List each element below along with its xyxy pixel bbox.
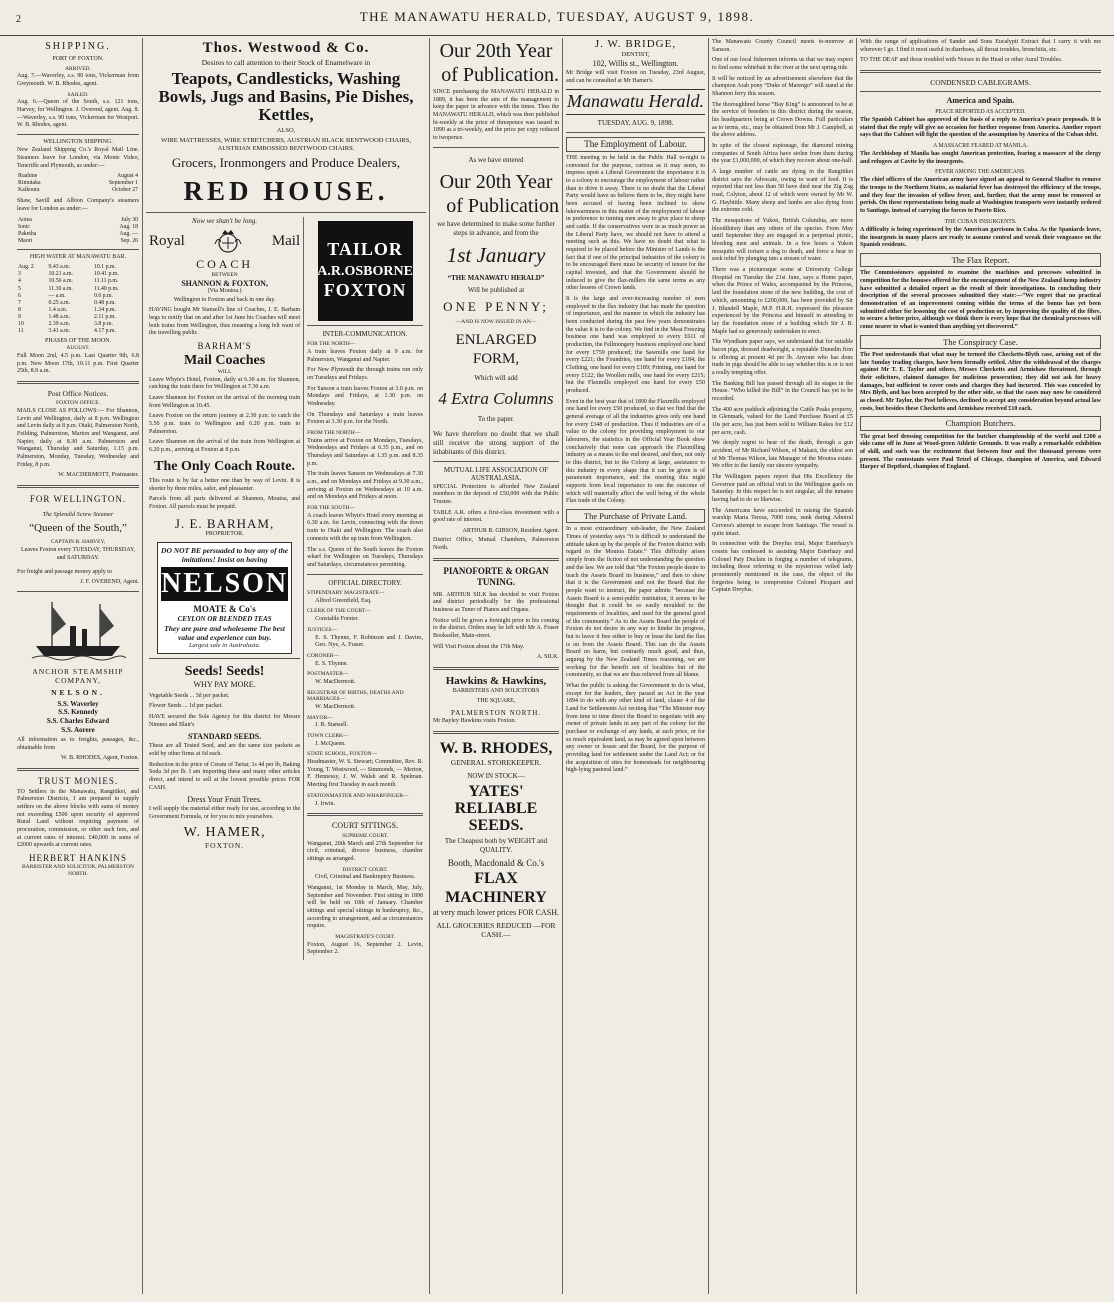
supreme-text: Wanganui, 20th March and 27th September for civil, criminal, divorce business, chamber sittings as arranged. [307, 840, 423, 862]
column-local-news [708, 38, 856, 1294]
why-pay-more: WHY PAY MORE. [193, 679, 256, 689]
westwood-also: ALSO, [276, 126, 296, 134]
high-water-table [17, 264, 139, 335]
coach-body: HAVING bought Mr Stansell's line of Coaches, J. E. Barham begs to notify that on and after 1st June his Coaches will meet both trains from Wellington, thus meaning a long felt want of the travelling public. [149, 307, 301, 337]
barhams: BARHAM'S [197, 341, 252, 352]
official-directory-heading: OFFICIAL DIRECTORY. [328, 578, 402, 587]
page-number: 2 [16, 14, 21, 25]
coach-between: BETWEEN [211, 271, 238, 278]
news-item: The Wyndham paper says, we understand that for suitable bacon pigs, dressed deadweight, a reputable Dunedin firm is offering at present 4d per lb. Anyone who has done trade in pigs should be able to say whether this is or is not a really tempting offer. [712, 339, 853, 376]
coach-sched: Leave Foxton on the return journey at 2.30 p.m. to catch the 5.50 p.m. train to Wellington and 6.20 p.m. train to Palmerston. [149, 413, 301, 435]
news-item: The Banking Bill has passed through all its stages in the House. “Who killed the Bill” in the Council has yet to be recorded. [712, 380, 853, 402]
coach-word: COACH [196, 257, 254, 272]
trust-sub: BARRISTER AND SOLICITOR, PALMERSTON NORTH. [21, 864, 135, 877]
table-row: 3 10.21 a.m. 10.41 p.m. [18, 271, 119, 278]
wellington-shipping-heading: WELLINGTON SHIPPING. [43, 138, 113, 145]
anchor-port: NELSON. [51, 687, 105, 697]
seeds-heading: Seeds! Seeds! [184, 663, 265, 679]
groceries-reduced: ALL GROCERIES REDUCED —FOR CASH.— [436, 921, 556, 940]
purchase-heading: The Purchase of Private Land. [566, 509, 705, 523]
hamer-name: W. HAMER, [183, 825, 266, 841]
osb-line: TAILOR [327, 239, 403, 260]
post-office-text: MAILS CLOSE AS FOLLOWS:— For Shannon, Levin and Wellington, daily at 8 p.m. Wellington and Levin daily at 8 p.m. Otaki, Palmerston North, Feilding, Palmerston, Marton and Wanganui, and Napier, daily at 8.30 a.m. Palmerston and Wanganui, Thursday and Saturday, 1.15 p.m. Palmerston, Monday, Tuesday, Wednesday and Friday, 8 p.m. [17, 407, 139, 468]
hamer-loc: FOXTON. [204, 841, 245, 851]
bridge-dentist: DENTIST, [621, 51, 650, 59]
column-advertisements [142, 38, 429, 1294]
osb-line: FOXTON [323, 280, 407, 301]
publication-body-2: we have determined to make some further steps in advance, and from the [437, 220, 555, 238]
arrived-text: Aug. 7.—Waverley, s.s. 90 tons, Vickerman from Greymouth. W. B. Rhodes, agent. [17, 73, 139, 87]
osborne-tailor-ad [318, 221, 413, 321]
post-office-heading: Post Office Notices. [47, 389, 109, 399]
table-row: Paketha Aug. — [18, 230, 138, 237]
nelson-mid: They are pure and wholesome The best value and experience can buy. [164, 623, 285, 642]
ws-table [17, 173, 139, 194]
news-item: The thoroughbred horse “Bay King” is announced to be at the service of breeders in this district during the season, his headquarters being at Crown Downs. Full particulars as to terms, etc., may be obtained from Mr J. Campbell, at the above address. [712, 101, 853, 139]
seeds-text: HAVE secured the Sole Agency for this district for Messrs Nimmo and Blair's [149, 714, 301, 728]
table-row: Rimutaka September 1 [18, 180, 138, 187]
moon-text: Full Moon 2nd, 4.5 p.m. Last Quarter 9th, 6.8 p.m. New Moon 17th, 10.11 p.m. First Quarter 25th, 8.9 a.m. [17, 353, 139, 375]
from-north-2: The train leaves Sanson on Wednesdays at 7.30 a.m., and on Mondays and Fridays at 9.30 a.m., arriving at Foxton on Wednesdays at 10 a.m. and on Mondays and Fridays at noon. [307, 471, 423, 501]
royal-crest-icon [213, 228, 243, 254]
nelson-top: DO NOT BE persuaded to buy any of the imitations! Insist on having [161, 545, 289, 564]
dir-label: POSTMASTER— [307, 671, 349, 678]
barham-proprietor: PROPRIETOR. [205, 531, 244, 538]
dir-value: Alfred Greenfield, Esq. [315, 597, 372, 604]
gibson-sign: ARTHUR B. GIBSON, Resident Agent. [462, 528, 559, 535]
district-text: Civil, Criminal and Bankruptcy Business. [314, 874, 416, 881]
westwood-list: WIRE MATTRESSES, WIRE STRETCHERS, AUSTRIAN BLACK BENTWOOD CHAIRS, AUSTRIAN EMBOSSED BENTWOOD CHAIRS. [160, 136, 412, 152]
mutual-heading: MUTUAL LIFE ASSOCIATION OF AUSTRALASIA. [443, 465, 549, 483]
editorial-date: TUESDAY, AUG. 9, 1898. [597, 119, 674, 128]
silk-sign: A. SILK. [536, 654, 559, 661]
ads-left [146, 217, 303, 960]
district-heading: DISTRICT COURT. [342, 866, 388, 873]
piano-text3: Will Visit Foxton about the 17th May. [433, 643, 525, 650]
yates-seeds: YATES' RELIABLE SEEDS. [454, 783, 538, 834]
table-row: Aug. 2 9.43 a.m. 10.1 p.m. [18, 264, 116, 271]
shaw-table [17, 217, 139, 245]
coach-sched: Leave Shannon on the arrival of the train from Wellington at 6.20 p.m., arriving at Foxton at 8 p.m. [149, 439, 301, 454]
piano-heading: PIANOFORTE & ORGAN TUNING. [443, 565, 549, 587]
publication-body: SINCE purchasing the MANAWATU HERALD in 1889, it has been the aim of the management to keep the paper in advance with the times. Thus the MANAWATU HERALD, which was then published bi-weekly at the price of threepence was issued in 1890 as a tri-weekly, and the price per copy reduced to twopence. [433, 89, 559, 142]
dir-value: J. McQueen. [315, 740, 346, 747]
nelson-moate: MOATE & Co's [193, 604, 256, 615]
hawkins-heading: Hawkins & Hawkins, [445, 674, 547, 687]
coach-tagline: Now we shan't be long. [192, 216, 258, 225]
publication-body-3: We have therefore no doubt that we shall still receive the strong support of the inhabitants of this district. [433, 429, 559, 456]
sailed-heading: SAILED. [67, 91, 89, 98]
dir-value: E. S. Thynne, F. Robinson and J. Davies, Geo. Nye, A. Fraser. [315, 634, 423, 649]
table-row: 5 11.30 a.m. 11.40 p.m. [18, 285, 119, 292]
westwood-goods: Teapots, Candlesticks, Washing Bowls, Jugs and Basins, Pie Dishes, Kettles, [158, 69, 414, 125]
news-item: The Americans have succeeded in raising the Spanish warship Maria Teresa, 7000 tons, sunk during Admiral Cervera's attempt to escape from Santiago. The vessel is quite intact. [712, 507, 853, 537]
moon-month: AUGUST. [66, 345, 90, 352]
dir-value: W. MacDermott. [315, 704, 356, 710]
dress-heading: Dress Your Fruit Trees. [187, 795, 262, 805]
anchor-ship: S.S. Waverley [57, 699, 99, 708]
table-row: Ruahine August 4 [18, 173, 138, 180]
dir-value: W. MacDermott. [315, 678, 356, 685]
newspaper-columns [14, 38, 1104, 1294]
champion-butchers-heading: Champion Butchers. [860, 416, 1101, 430]
bridge-address: 102, Willis st., Wellington. [592, 59, 679, 69]
anchor-ship: S.S. Charles Edward [46, 717, 110, 725]
sailed-text: Aug. 6.—Queen of the South, s.s. 121 tons, Harvey, for Wellington. J. Overend, agent. Aug. 8.—Waverley, s.s. 90 tons, Vickerman for Westport. W. B. Rhodes, agent. [17, 99, 139, 129]
news-item: In spite of the closest espionage, the diamond mining companies of South Africa have stolen from them during the year £1,000,000, of which they recover about one-half. [712, 143, 853, 165]
table-row: Ionic Aug. 18 [18, 223, 138, 230]
news-item: The mosquitoes of Yukon, British Columbia, are more bloodthirsty than any others of the species. From May until September they are engaged in a perpetual picnic, bleeding men and animals. In a few hours a Yukon mosquito will torture a dog to death, and force a bear to seek relief by plunging into a stream of water. [712, 218, 853, 263]
anchor-ship: S.S. Aorere [61, 725, 95, 734]
first-january: 1st January [446, 243, 546, 268]
for-wellington-heading: FOR WELLINGTON. [29, 493, 127, 504]
bridge-text: Mr Bridge will visit Foxton on Tuesday, 23rd August, and can be consulted at Mr Hamer's. [566, 70, 705, 84]
south-2: The s.s. Queen of the South leaves the Foxton wharf for Wellington on Tuesdays, Thursdays and Saturdays, circumstances permitting. [307, 546, 423, 568]
dir-label: MAYOR— [307, 714, 333, 721]
fw-ship-name: “Queen of the South,” [29, 522, 127, 535]
peace-text: The Spanish Cabinet has approved of the basis of a reply to America's peace proposals. It is stated that the reply will give no occasion for further response from America. Another report says that the Cabinet will fight the question of the assumption by America of the Cuban debt. [860, 116, 1101, 139]
dir-value: J. Irwin. [315, 800, 335, 807]
conspiracy-heading: The Conspiracy Case. [860, 335, 1101, 349]
bridge-name: J. W. BRIDGE, [594, 38, 677, 50]
district-text2: Wanganui, 1st Monday in March, May, July, September and November. First sitting in 1898 will be held on 10th of January. Chamber sittings and special sittings in bankruptcy, &c., according to arrangement, and as circumstances require. [307, 885, 423, 930]
barham-name: J. E. BARHAM, [174, 515, 275, 531]
dress-text: I will supply the material either ready for use, according to the Government Formula, or for you to mix yourselves. [149, 805, 301, 820]
anchor-agent: W. B. RHODES, Agent, Foxton. [61, 755, 139, 762]
news-item: It will be noticed by an advertisement elsewhere that the champion Arab pony “Duke of Marengo” will stand at the Shannon ferry this season. [712, 75, 853, 98]
westwood-grocers: Grocers, Ironmongers and Produce Dealers, [171, 154, 401, 170]
steamship-icon [30, 596, 126, 664]
fever-heading: FEVER AMONG THE AMERICANS. [935, 169, 1026, 176]
fw-freight: For freight and passage money apply to [17, 568, 112, 575]
anchor-heading: ANCHOR STEAMSHIP COMPANY, [32, 666, 124, 685]
fw-text: Leaves Foxton every TUESDAY, THURSDAY, and SATURDAY. [20, 547, 136, 561]
port-heading: PORT OF FOXTON. [52, 56, 104, 63]
supreme-heading: SUPREME COURT. [342, 832, 389, 839]
magistrate-heading: MAGISTRATE'S COURT. [335, 934, 395, 941]
dir-label: REGISTRAR OF BIRTHS, DEATHS AND MARRIAGES— [307, 689, 404, 703]
nelson-tea-ad [157, 542, 292, 654]
mutual-text2: TABLE A.R. offers a first-class investment with a good rate of interest. [433, 509, 559, 524]
coach-sched: Leave Shannon for Foxton on the arrival of the morning train from Wellington at 10.45. [149, 395, 301, 409]
which-add: Which will add [474, 373, 518, 382]
published-at: Will be published at [467, 286, 525, 295]
standard-seeds: STANDARD SEEDS. [187, 732, 262, 742]
table-row: 7 0.25 a.m. 0.48 p.m. [18, 299, 116, 306]
conspiracy-text: The Post understands that what may be termed the Checketts-Blyth case, arising out of the late Sunday trading charges, have been formally settled. After the withdrawal of the charges against Mr T. E. Taylor and others, Messrs Checketts and Armishaw threatened, through their solicitors, claimed damages for malicious prosecution; they did not ask for heavy damages, but sufficient to cover costs and charges they had incurred. This was conceded by Mrs Blyth, and has been accepted by the other side, so that the cases may now be considered as closed. Mr Taylor, the Post believes, declined to accept any consideration beyond actual law costs, but besides these Checketts and Armishaw received £10 each. [860, 351, 1101, 412]
inter-heading: INTER-COMMUNICATION. [322, 329, 408, 338]
dir-label: STATE SCHOOL, FOXTON— [307, 751, 378, 758]
court-heading: COURT SITTINGS. [332, 821, 399, 831]
table-row: 11 3.41 a.m. 4.17 p.m. [18, 327, 116, 334]
anchor-ship: S.S. Kennedy [58, 708, 98, 717]
westwood-heading: Thos. Westwood & Co. [202, 40, 370, 56]
news-item: The Manawatu County Council meets to-morrow at Sanson. [712, 39, 853, 53]
from-north-heading: FROM THE NORTH— [307, 430, 361, 437]
table-row: 4 10.56 a.m. 11.11 p.m. [18, 278, 119, 285]
red-house: RED HOUSE. [183, 175, 389, 206]
coach-times: Wellington to Foxton and back in one day. [173, 296, 276, 303]
ads-subcolumns [146, 217, 426, 960]
table-row: Aotea July 30 [18, 216, 138, 223]
flower-seeds: Flower Seeds ... 1d per packet. [149, 703, 223, 710]
nelson-name: NELSON [161, 567, 288, 601]
table-row: 9 1.48 a.m. 2.11 p.m. [18, 313, 116, 320]
employment-text-3: Even in the best year that of 1890 the Flaxmills employed one hand for every £50 produced, so that we find that the general average of all the industries gives only one hand for every £348 of production. Thus if industries are of a value to the colony for providing employment to our labourers, the statistics in the Official Year Book show conclusively that none can approach the Flaxmilling industry as a means to the end desired, and then, not only to this district, but to the Colony at large, assistance to this industry in every shape that it can be given is of paramount importance, and the meeting this night supports from local importance to one the outcome of which will materially affect the well being of the whole Flax trade of the Colony. [566, 398, 705, 505]
flax-report-heading: The Flax Report. [860, 253, 1101, 267]
mutual-text: SPECIAL Protection is afforded New Zealand members in the deposit of £50,000 with the Public Trustee. [433, 483, 559, 506]
from-north-1: Trains arrive at Foxton on Mondays, Tuesdays, Wednesdays and Fridays at 6.35 p.m., and on Thursdays and Saturdays at 1.35 p.m. and 8.35 p.m. [307, 437, 423, 467]
coach-via: (Via Moutoa.) [207, 288, 242, 295]
ads-right [303, 217, 426, 960]
column-publication [429, 38, 562, 1294]
extra-columns: 4 Extra Columns [438, 388, 554, 408]
column-editorial [562, 38, 708, 1294]
coach-sched: Leave Whyte's Hotel, Foxton, daily at 6.30 a.m. for Shannon, catching the train there for Wellington at 7.30 a.m. [149, 376, 301, 391]
news-item: One of our local fishermen informs us that we may expect to find some whitebait in the river at the next spring tide. [712, 57, 853, 72]
flax-machinery: FLAX MACHINERY [445, 869, 547, 907]
table-row: Kaikoura October 27 [18, 187, 138, 194]
headmaster-text: Headmaster, W. S. Stewart; Committee, Rev. R. Young, T. Westwood, — Simmonds, — Merton, F. Hennessy, J. W. Walsh and R. Spelman. Meeting first Tuesday in each month. [307, 759, 423, 789]
issued-text: —AND IS NOW ISSUED IN AN— [455, 318, 537, 325]
one-penny: ONE PENNY; [443, 298, 549, 314]
champion-butchers-text: The great beef dressing competition for the butcher championship of the world and £200 a side came off in June at Wood-green Athletic Grounds. It was really a remarkable exhibition of skill, and such was the excitement that between four and five thousand persons were present. The contestants were Paul Tetzel of Chicago, champion of America, and Edward Harper of Deptford, champion of England. [860, 433, 1101, 471]
herald-name: “THE MANAWATU HERALD” [447, 273, 545, 282]
dir-value: J. B. Stansell. [315, 722, 348, 729]
peace-heading: PEACE REPORTED AS ACCEPTED. [935, 108, 1026, 115]
table-row: Maori Sep. 26 [18, 237, 138, 244]
massacre-text: The Archbishop of Manila has sought American protection, fearing a massacre of the clergy and refugees at Cavite by the insurgents. [860, 151, 1101, 165]
employment-text-2: It is the large and ever-increasing number of men employed in the flax industry that has made the question of importance, and the manner in which the industry has been conducted during the past few years demonstrates the value it is to the colony. We find in the Meat Freezing business one hand was employed to every £611 of production, the Fellmongery business employed one hand for every £759 produced; the Sawmills one hand for every £221; the Foundries, one hand for every £184; the Clothing, one hand for every £189; Printing, one hand for every £122; the Woollen mills, one hand for every £215; but the Flaxmills employed one hand for every £50 produced. [566, 295, 705, 395]
magistrate-text: Foxton, August 16, September 2. Levin, September 2. [307, 941, 423, 956]
fever-text: The chief officers of the American army have signed an appeal to General Shafter to remove the troops to the Northern States, as malarial fever has destroyed the efficiency of the troops, and they fear the invasion of yellow fever, and, further, that the army must be removed or perish. On these representations being made at Washington transports were instantly ordered to Santiago, instead of carrying the forces to Puerto Rico. [860, 177, 1101, 215]
cheapest-text: The Cheapest both by WEIGHT and QUALITY. [444, 837, 548, 854]
news-item: The Wellington papers report that His Excellency the Governor paid an official visit to the Wellington gaols on Saturday. In this respect he is not singular, all the inmates having had to do so likewise. [712, 473, 853, 503]
hawkins-text: Mr Bayley Hawkins visits Foxton. [433, 718, 516, 725]
table-row: 6 — a.m. 0.6 p.m. [18, 292, 113, 299]
coach-will: WILL [217, 369, 232, 376]
shaw-text: Shaw, Savill and Albion Company's steamers leave for London as under:— [17, 198, 139, 213]
dir-value: Constable Forster. [315, 616, 359, 623]
high-water-heading: HIGH WATER AT MANAWATU BAR. [29, 254, 127, 261]
news-item: A large number of cattle are dying in the Rangitikei district says the Advocate, owing to want of feed. It is reported that not less than 50 have died near the Zig Zag road, Colyton, about 12 of which were owned by Mr W. G. Haybittle. Many sheep and lambs are also dying from the extreme cold. [712, 169, 853, 214]
piano-text: MR. ARTHUR SILK has decided to visit Foxton and district periodically for the professional business as Tuner of Pianos and Organs. [433, 591, 559, 613]
royal-word: Royal [149, 233, 185, 250]
lower-prices: at very much lower prices FOR CASH. [433, 907, 559, 917]
employment-heading: The Employment of Labour. [566, 137, 705, 152]
nelson-ceylon: CEYLON OR BLENDED TEAS [177, 615, 272, 624]
north-1: A train leaves Foxton daily at 9 a.m. for Palmerston, Wanganui and Napier. [307, 348, 423, 363]
arrived-heading: ARRIVED. [65, 65, 91, 72]
massacre-heading: A MASSACRE FEARED AT MANILA. [933, 142, 1028, 149]
twenty-year-heading-2: Our 20th Year [439, 171, 553, 194]
ws-text: New Zealand Shipping Co.'s Royal Mail Line. Steamers leave for London, via Monte Video, Teneriffe and Plymouth, as under:— [17, 147, 139, 169]
rhodes-name: W. B. RHODES, [439, 739, 553, 757]
hawkins-palm: PALMERSTON NORTH. [450, 708, 542, 717]
mutual-office: District Office, Mutual Chambers, Palmerston North. [433, 537, 559, 552]
post-office-sub: FOXTON OFFICE. [56, 400, 100, 407]
cablegrams-heading: CONDENSED CABLEGRAMS. [930, 78, 1031, 88]
south-1: A coach leaves Whyte's Hotel every morning at 6.30 a.m. for Levin, connecting with the down train to Otaki and Wellington. The coach also connects with the up train from Wellington. [307, 512, 423, 542]
news-item: In connection with the Dreyfus trial, Major Esterhazy's cousin has confessed to assisting Major Esterhazy and Colonel Paty Duclam in forging a number of telegrams, including those referring to the mysterious veiled lady prominently mentioned in the case, the object of the forgeries being to compromise Colonel Picquart and Captain Dreyfus. [712, 541, 853, 594]
entered-text: As we have entered [468, 155, 524, 164]
news-item: We deeply regret to hear of the death, through a gun accident, of Mr Richard Wilson, of Makarā, the eldest son of Mr Thomas Wilson, late Manager of the Moutoa estate. We offer to the family our sincere sympathy. [712, 440, 853, 470]
purchase-text-2: What the public is asking the Government to do is what, except for the leaders, they passed an Act in the year 1894 to do with any other kind of land, clause 4 of the Land for Settlements Act reciting that “The Minister may from time to time direct the Board to negotiate with any owner of private lands in any part of the colony for the purchase or exchange of any lands, at such price, or for so much equivalent land, as may be agreed upon between any owner or lessee and the Board, for the purpose of providing land for settlement under the Land Act; or for the acquisition of sites for homesteads for neighbouring high-lying pastoral land.” [566, 682, 705, 774]
employment-text-1: THE meeting to be held in the Public Hall to-night is convened for the purpose, curious as it may seem, to impress upon a Liberal Government the importance it is to a colony to encourage the employment of labour rather than to drive it away. There is no doubt that the Liberal Party would have us believe them to be, they might have been accused of having been inclined to show lukewarmness in this matter of the employment of labour in preference to turning men away to give place to sheep and cattle. If the conservatives were in as much power as the Liberal Party have, we should not have to attend a meeting such as this. We have no doubt that what is required to be placed before the Minister of Lands is the fact that if one of the principal industries of the colony is to be encouraged there must be security of tenure for the capital invested, and that the Government should be induced to give the flax-millers the same terms as any other lessees of Crown lands. [566, 154, 705, 292]
rhodes-storekeeper: GENERAL STOREKEEPER. [450, 758, 542, 768]
america-spain-heading: America and Spain. [946, 96, 1015, 106]
coach-route: SHANNON & FOXTON, [181, 278, 268, 288]
reduction-text: Reduction in the price of Cream of Tartar, 1s 4d per lb, Baking Soda 3d per lb. I am importing these and many other articles direct, and intend to sell at the lowest possible prices FOR CASH. [149, 761, 301, 791]
purchase-text: In a most extraordinary sub-leader, the New Zealand Times of yesterday says “it is difficult to understand the attitude taken up by the people of the Foxton district with regard to the Moutoa Estate.” This difficulty arises simply from the fiction of not understanding the question and the law. We are told that “the Foxton people desire to teach the Assets Board its business,” and then to show that it is the Government and not the Board that the people want to instruct, the paper admits “because the Assets Board is a semi-public institution, it seems to be thought that it could be so easily moulded to the requirements of localities, and used for the general good of the community.” As to the Assets Board the people of Foxton do not desire in any way to hinder its progress, but to leave it free either to buy or lease the land the flax is on from the Assets Board. This can do the Assets Board no harm, but contrarily much good, and thus, arguing by the New Zealand Times reasoning, we are working for the benefit not of localities but of the community, so that we are thus relieved from all blame. [566, 526, 705, 679]
cuban-heading: THE CUBAN INSURGENTS. [944, 218, 1017, 225]
north-3: For Sanson a train leaves Foxton at 3.0 p.m. on Mondays and Fridays, at 1.30 p.m. on Wednesday. [307, 385, 423, 408]
westwood-sub: Desires to call attention to their Stock of Enamelware in [201, 58, 371, 68]
deaf-text: TO THE DEAF and those troubled with Noises in the Head or other Aural Troubles. [860, 57, 1063, 64]
mail-coaches: Mail Coaches [183, 353, 266, 368]
flax-report-text: The Commissioners appointed to examine the machines and processes submitted in competition for the bonuses offered for the encouragement of the New Zealand hemp industry have submitted a detailed report as the result of their investigations. In concluding their description of the several processes submitted they state:—“We regret that no practical demonstration of an improvement coming within the terms of the bonus has yet been submitted either for lessening the cost of production or, by improving the quality of the fibre, to secure a better price, although we think there is every hope that the chemical processes will come nearer to what is wanted than anything yet discovered.” [860, 270, 1101, 330]
dir-value: E. S. Thynne. [315, 660, 348, 667]
dir-label: STIPENDIARY MAGISTRATE— [307, 590, 385, 597]
hawkins-sub: BARRISTERS AND SOLICITORS [452, 688, 540, 695]
moon-heading: PHASES OF THE MOON. [45, 337, 111, 344]
trust-text: TO Settlers in the Manawatu, Rangitikei, and Palmerston Districts, I am prepared to supply settlers on the above blocks with sums of money not exceeding £500 upon security of approved Rural Land without requiring payment of procuration, commission, or other such fees, and at current rates of interest. £40,000 in sums of £2000 upwards at current rates. [17, 788, 139, 849]
eucalypti-text: With the range of applications of Sander and Sons Eucalypti Extract that I carry it with me wherever I go. I find it most useful in diarrhoea, all throat troubles, bronchitis, etc. [860, 39, 1101, 53]
osb-line: A.R.OSBORNE [317, 264, 413, 280]
masthead [0, 0, 1114, 36]
piano-text2: Notice will be given a fortnight prior to his coming to the district. Orders may be left with Mr A. Fraser Bookseller, Main-street. [433, 617, 559, 639]
trust-heading: TRUST MONIES. [37, 775, 119, 786]
trust-name: HERBERT HANKINS [28, 853, 128, 864]
only-text: This route is by far a better one than by way of Levin. It is shorter by three miles, safer, and pleasanter. [149, 477, 301, 492]
hawkins-square: THE SQUARE, [476, 698, 516, 705]
dir-label: CLERK OF THE COURT— [307, 608, 371, 615]
publication-heading-2: of Publication [446, 195, 559, 218]
masthead-title: THE MANAWATU HERALD, TUESDAY, AUGUST 9, 1898. [359, 9, 755, 24]
seeds-text2: These are all Tested Seed, and are the same size packets as sold by other firms at 6d each. [149, 743, 301, 757]
column-cablegrams [856, 38, 1104, 1294]
column-shipping [14, 38, 142, 1294]
now-in-stock: NOW IN STOCK— [467, 771, 525, 780]
news-item: There was a picturesque scene at University College Hospital on Tuesday the 21st June, says a Home paper, when the Prince of Wales, accompanied by the Princess, laid the foundation stone of the new building, the cost of which, amounting to £200,000, has been provided by Sir J. Blundell Maple, M.P. H.R.H. expressed the pleasure experienced by the Princess and himself in attending to lay the foundation stone of a building which Sir J. B. Maple had so generously undertaken to erect. [712, 267, 853, 335]
herald-masthead: Manawatu Herald. [566, 89, 705, 115]
south-heading: FOR THE SOUTH— [307, 505, 356, 512]
cuban-text: A difficulty is being experienced by the American garrisons in Cuba. As the Spaniards leave, the insurgents in many places are ready to assume control and wreak their vengeance on the Spanish residents. [860, 226, 1101, 249]
news-item: The 400 acre paddock adjoining the Cattle Peaks property, in Glenmark, valued for the Land Purchase Board at £5 10s per acre, has just been sold to William Rakes for £12 per acre, cash. [712, 406, 853, 436]
mail-word: Mail [271, 233, 301, 250]
publication-heading: of Publication. [441, 64, 559, 86]
dir-label: CORONER— [307, 652, 339, 659]
dir-label: STATIONMASTER AND WHARFINGER— [307, 792, 409, 799]
north-heading: FOR THE NORTH— [307, 341, 356, 348]
nelson-bottom: Largest sale in Australasia. [188, 641, 261, 649]
anchor-text: All information as to freights, passages, &c., obtainable from [17, 737, 139, 751]
table-row: 8 1.4 a.m. 1.34 p.m. [18, 306, 116, 313]
dir-label: TOWN CLERK— [307, 733, 349, 740]
dir-label: JUSTICES— [307, 626, 338, 633]
veg-seeds: Vegetable Seeds ... 3d per packet. [149, 692, 230, 699]
shipping-heading: SHIPPING. [45, 41, 111, 52]
fw-sub: The Splendid Screw Steamer [42, 510, 114, 518]
fw-captain: CAPTAIN R. HARVEY, [50, 539, 106, 546]
enlarged-form: ENLARGED FORM, [455, 332, 537, 367]
fw-agent: J. F. OVEREND, Agent. [80, 579, 139, 586]
parcels-text: Parcels from all parts delivered at Shannon, Moutoa, and Foxton. All parcels must be prepaid. [149, 496, 301, 510]
north-2: For New Plymouth the through trains run only on Tuesdays and Fridays. [307, 367, 423, 381]
north-4: On Thursdays and Saturdays a train leaves Foxton at 3.30 p.m. for the North. [307, 411, 423, 426]
table-row: 10 2.39 a.m. 3.8 p.m. [18, 320, 113, 327]
only-coach-route: The Only Coach Route. [154, 458, 295, 474]
postmaster-sign: W. MACDERMOTT, Postmaster. [58, 472, 139, 479]
to-paper: To the paper. [477, 415, 515, 424]
twenty-year-heading: Our 20th Year [439, 40, 553, 62]
booth-text: Booth, Macdonald & Co.'s [447, 857, 545, 868]
